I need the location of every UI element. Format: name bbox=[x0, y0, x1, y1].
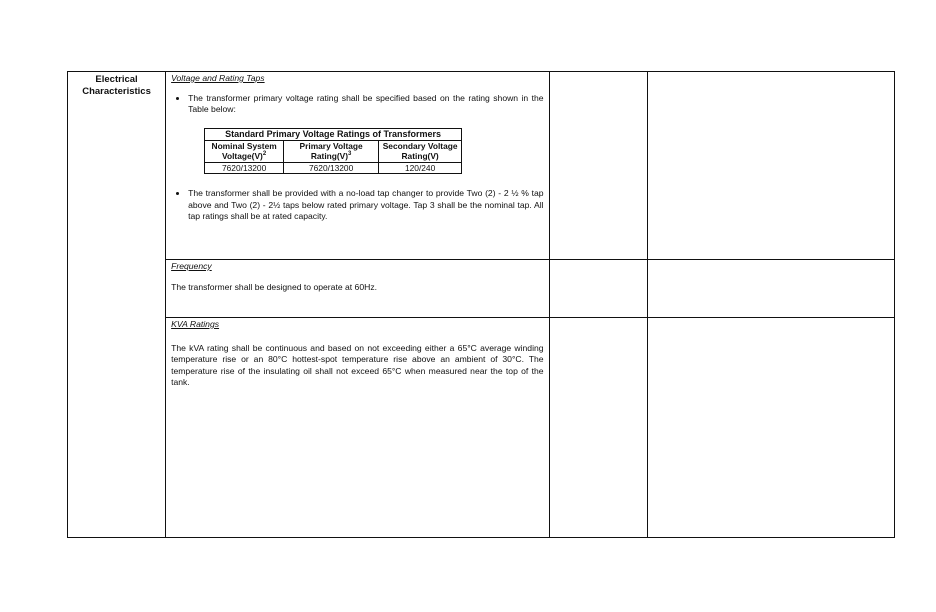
standard-ratings-table bbox=[204, 128, 462, 175]
spec-grid bbox=[67, 71, 895, 538]
frequency-content bbox=[166, 260, 549, 318]
specification-table bbox=[67, 71, 895, 537]
section-label bbox=[68, 72, 166, 538]
voltage-bullets-1 bbox=[171, 93, 543, 116]
blank-cell bbox=[647, 260, 894, 318]
blank-cell bbox=[549, 318, 647, 538]
standard-ratings-caption: Standard Primary Voltage Ratings of Transformers bbox=[205, 128, 462, 140]
spec-row-kva bbox=[68, 318, 895, 538]
frequency-text: The transformer shall be designed to operate at 60Hz. bbox=[171, 281, 377, 292]
blank-cell bbox=[549, 260, 647, 318]
col-header-secondary: Secondary Voltage Rating(V) bbox=[379, 140, 462, 162]
section-label-line2: Characteristics bbox=[82, 86, 151, 97]
voltage-content bbox=[166, 72, 549, 260]
table-row bbox=[205, 162, 462, 174]
voltage-bullets-2 bbox=[171, 188, 543, 223]
cell-primary: 7620/13200 bbox=[284, 162, 379, 174]
section-label-line1: Electrical bbox=[95, 74, 138, 85]
blank-cell bbox=[647, 318, 894, 538]
kva-heading: KVA Ratings bbox=[171, 319, 220, 329]
frequency-heading: Frequency bbox=[171, 261, 212, 271]
col-header-nominal: Nominal System $Voltage(V)^2$ bbox=[205, 140, 284, 162]
standard-ratings-table-wrap bbox=[171, 128, 543, 175]
blank-cell bbox=[549, 72, 647, 260]
voltage-bullet-2: • The transformer shall be provided with a no-load tap changer to provide Two (2) - 2 ½ % tap above and Two (2) - 2½ taps below rated primary voltage. Tap 3 shall be the nominal tap. All tap ratings shall be at rated capacity. bbox=[188, 188, 543, 223]
kva-text: The kVA rating shall be continuous and based on not exceeding either a 65°C average winding temperature rise or an 80°C hottest-spot temperature rise above an ambient of 30°C. The temperature rise of the insulating oil shall not exceed 65°C when measured near the top of the tank. bbox=[171, 342, 544, 387]
blank-cell bbox=[647, 72, 894, 260]
cell-secondary: 120/240 bbox=[379, 162, 462, 174]
spec-row-voltage bbox=[68, 72, 895, 260]
cell-nominal: 7620/13200 bbox=[205, 162, 284, 174]
kva-content bbox=[166, 318, 549, 538]
voltage-bullet-1: • The transformer primary voltage rating shall be specified based on the rating shown in the Table below: bbox=[188, 93, 543, 116]
col-header-primary: Primary Voltage $Rating(V)^3$ bbox=[284, 140, 379, 162]
spec-row-frequency bbox=[68, 260, 895, 318]
voltage-heading: Voltage and Rating Taps bbox=[171, 73, 265, 83]
